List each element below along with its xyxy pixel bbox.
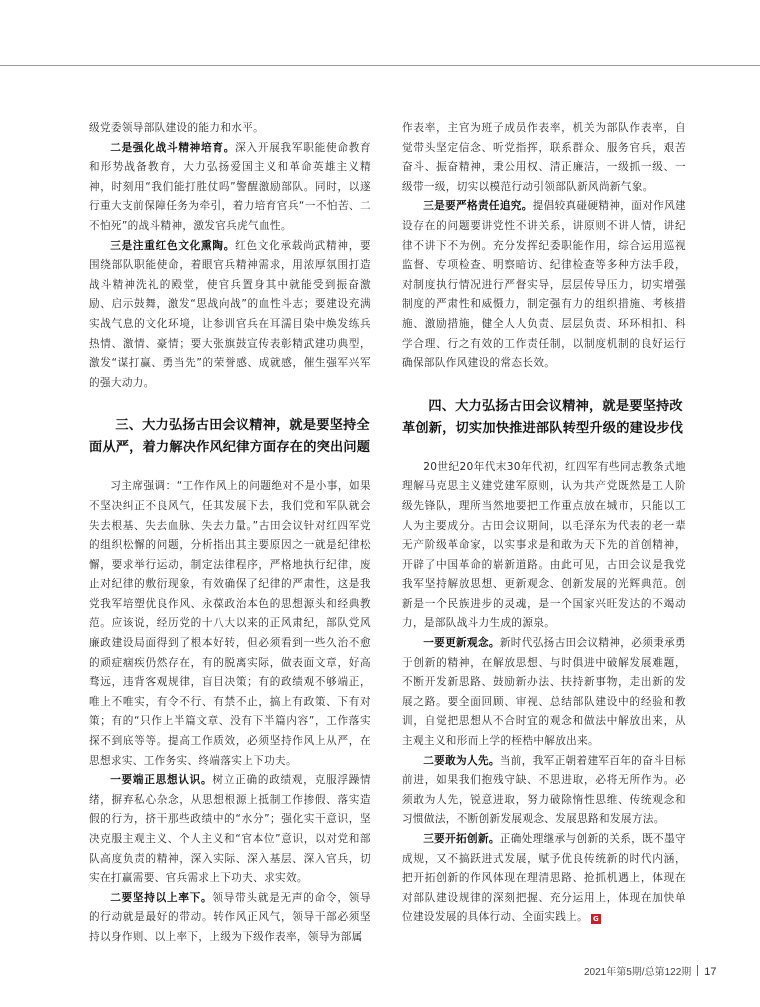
paragraph-lead: 一要端正思想认识。 xyxy=(110,774,213,787)
paragraph-lead: 二要坚持以上率下。 xyxy=(110,891,213,904)
issue-label: 2021年第5期/总第122期 xyxy=(584,967,692,978)
paragraph: 作表率，主官为班子成员作表率，机关为部队作表率，自觉带头坚定信念、听党指挥，联系群众、服务官兵，艰苦奋斗、振奋精神，秉公用权、清正廉洁，一级抓一级、一级带一级，切实以模范行动引领部队新风尚新气象。 xyxy=(402,122,686,193)
paragraph xyxy=(89,237,371,394)
paragraph xyxy=(402,634,686,752)
paragraph-body: 当前，我军正朝着建军百年的奋斗目标前进，如果我们抱残守缺、不思进取，必将无所作为。必须敢为人先，锐意进取，努力破除惰性思维、传统观念和习惯做法，不断创新发展观念、发展思路和发展方法。 xyxy=(402,754,686,826)
paragraph: 级党委领导部队建设的能力和水平。 xyxy=(89,122,265,134)
right-column xyxy=(402,119,686,928)
paragraph xyxy=(89,139,371,237)
article-end-mark-icon: G xyxy=(592,915,600,924)
paragraph xyxy=(402,830,686,928)
paragraph-lead: 三是注重红色文化熏陶。 xyxy=(110,239,236,252)
paragraph xyxy=(402,197,686,373)
paragraph-body: 领导带头就是无声的命令，领导的行动就是最好的带动。转作风正风气，领导干部必须坚持以身作则、以上率下，上级为下级作表率，领导为部属 xyxy=(89,891,371,943)
paragraph: 20世纪20年代末30年代初，红四军有些同志教条式地理解马克思主义建党建军原则，认为共产党既然是工人阶级先锋队，理所当然地要把工作重点放在城市，只能以工人为主要成分。古田会议期间，以毛泽东为代表的老一辈无产阶级革命家，以实事求是和敢为天下先的首创精神，开辟了中国革命的崭新道路。由此可见，古田会议是我党我军坚持解放思想、更新观念、创新发展的光辉典范。创新是一个民族进步的灵魂，是一个国家兴旺发达的不竭动力，是部队战斗力生成的源泉。 xyxy=(402,460,686,630)
footer-divider xyxy=(697,965,698,976)
paragraph-lead: 二是强化战斗精神培育。 xyxy=(110,141,236,154)
paragraph-body: 深入开展我军职能使命教育和形势战备教育，大力弘扬爱国主义和革命英雄主义精神，时刻用“我们能打胜仗吗”警醒激励部队。同时，以遂行重大支前保障任务为牵引，着力培育官兵“一不怕苦、二不怕死”的战斗精神，激发官兵虎气血性。 xyxy=(89,141,371,232)
paragraph xyxy=(402,752,686,830)
paragraph-body: 提倡较真碰硬精神，面对作风建设存在的问题要讲党性不讲关系，讲原则不讲人情，讲纪律不讲下不为例。充分发挥纪委职能作用，综合运用巡视监督、专项检查、明察暗访、纪律检查等多种方法手段，对制度执行情况进行严督实导，层层传导压力，切实增强制度的严肃性和威慑力，制定强有力的组织措施、考核措施、激励措施，健全人人负责、层层负责、环环相扣、科学合理、行之有效的工作责任制，以制度机制的良好运行确保部队作风建设的常态长效。 xyxy=(402,200,687,370)
paragraph-body: 正确处理继承与创新的关系，既不墨守成规，又不搞跃进式发展，赋予优良传统新的时代内涵，把开拓创新的作风体现在理清思路、抢抓机遇上，体现在对部队建设规律的深刻把握、充分运用上，体现在加快单位建设发展的具体行动、全面实践上。 xyxy=(402,833,686,924)
page-number: 17 xyxy=(704,966,717,978)
section-heading: 三、大力弘扬古田会议精神，就是要坚持全面从严，着力解决作风纪律方面存在的突出问题 xyxy=(89,418,371,456)
header-rule xyxy=(0,65,760,66)
paragraph: 习主席强调：“工作作风上的问题绝对不是小事，如果不坚决纠正不良风气，任其发展下去，我们党和军队就会失去根基、失去血脉、失去力量。”古田会议针对红四军党的组织松懈的问题，分析指出其主要原因之一就是纪律松懈，要求举行运动，制定法律程序，严格地执行纪律，废止对纪律的敷衍现象，有效确保了纪律的严肃性，这是我党我军培塑优良作风、永葆政治本色的思想源头和经典教范。应该说，经历党的十八大以来的正风肃纪，部队党风廉政建设局面得到了根本好转，但必须看到一些久治不愈的顽症痼疾仍然存在，有的脱离实际，做表面文章，好高骛远，违背客观规律，盲目决策；有的政绩观不够端正，唯上不唯实，有令不行、有禁不止，搞上有政策、下有对策；有的“只作上半篇文章、没有下半篇内容”，工作落实探不到底等等。提高工作质效，必须坚持作风上从严，在思想求实、工作务实、终端落实上下功夫。 xyxy=(89,480,371,767)
paragraph xyxy=(89,889,371,948)
paragraph-body: 红色文化承载尚武精神，要围绕部队职能使命，着眼官兵精神需求，用浓厚氛围打造战斗精神洗礼的殿堂，使官兵置身其中就能受到振奋激励、启示鼓舞，激发“思战向战”的血性斗志；要建设充满实战气息的文化环境，让参训官兵在耳濡目染中焕发练兵热情、激情、豪情；要大张旗鼓宣传表彰精武建功典型，激发“谋打赢、勇当先”的荣誉感、成就感，催生强军兴军的强大动力。 xyxy=(89,239,371,389)
page-footer xyxy=(584,963,717,978)
paragraph xyxy=(89,771,371,889)
left-column xyxy=(89,119,371,948)
paragraph-body: 树立正确的政绩观，克服浮躁情绪，摒弃私心杂念，从思想根源上抵制工作掺假、落实造假的行为，挤干那些政绩中的“水分”；强化实干意识，坚决克服主观主义、个人主义和“官本位”意识，以对党和部队高度负责的精神，深入实际、深入基层、深入官兵，切实在打赢需要、官兵需求上下功夫、求实效。 xyxy=(89,774,371,885)
paragraph-lead: 三是要严格责任追究。 xyxy=(423,200,533,213)
section-heading: 四、大力弘扬古田会议精神，就是要坚持改革创新，切实加快推进部队转型升级的建设步伐 xyxy=(402,398,684,436)
paragraph-lead: 二要敢为人先。 xyxy=(423,754,500,767)
paragraph-lead: 一要更新观念。 xyxy=(423,637,500,650)
paragraph-body: 新时代弘扬古田会议精神，必须秉承勇于创新的精神，在解放思想、与时俱进中破解发展难题，不断开发新思路、鼓励新办法、扶持新事物，走出新的发展之路。要全面回顾、审视、总结部队建设中的经验和教训，自觉把思想从不合时宜的观念和做法中解放出来，从主观主义和形而上学的桎梏中解放出来。 xyxy=(402,637,686,748)
paragraph-lead: 三要开拓创新。 xyxy=(423,833,500,845)
